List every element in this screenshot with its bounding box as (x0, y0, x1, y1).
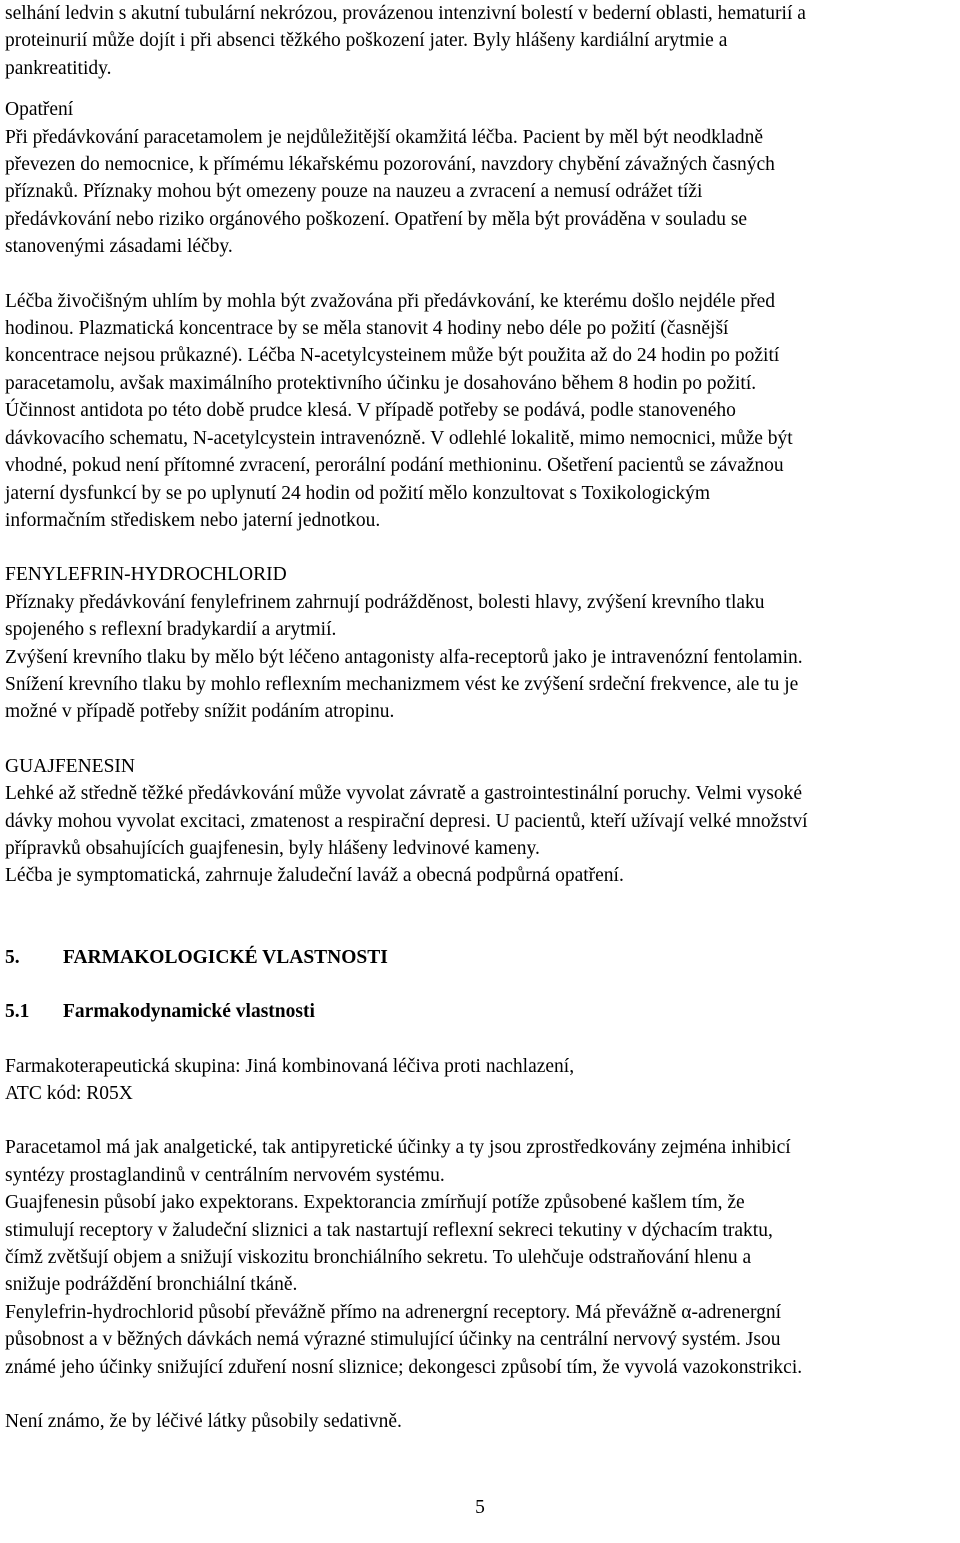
text-line: snižuje podráždění bronchiální tkáně. (5, 1274, 298, 1296)
section-number: 5.1 (5, 1001, 30, 1023)
farmakoterapeuticka-paragraph (5, 1053, 953, 1108)
text-line: paracetamolu, avšak maximálního protektivního účinku je dosahováno během 8 hodin po požití. (5, 372, 757, 394)
text-line: příznaků. Příznaky mohou být omezeny pouze na nauzeu a zvracení a nemusí odrážet tíži (5, 181, 703, 203)
section-heading: Opatření (5, 99, 74, 121)
lecba-paragraph (5, 288, 953, 535)
text-line: spojeného s reflexní bradykardií a arytmií. (5, 619, 337, 641)
text-line: ATC kód: R05X (5, 1083, 133, 1104)
text-line: Účinnost antidota po této době prudce klesá. V případě potřeby se podává, podle stanoveného (5, 400, 736, 422)
text-line: Zvýšení krevního tlaku by mělo být léčeno antagonisty alfa-receptorů jako je intravenózní fentolamin. (5, 646, 803, 668)
fenylefrin-section (5, 561, 953, 725)
text-line: pankreatitidy. (5, 57, 112, 79)
text-line: Příznaky předávkování fenylefrinem zahrnují podrážděnost, bolesti hlavy, zvýšení krevního tlaku (5, 591, 765, 613)
text-line: selhání ledvin s akutní tubulární nekrózou, provázenou intenzivní bolestí v bederní oblasti, hematurií a (5, 3, 806, 24)
section-5-1-heading (5, 998, 953, 1025)
text-line: jaterní dysfunkcí by se po uplynutí 24 hodin od požití mělo konzultovat s Toxikologickým (5, 482, 711, 504)
text-line: Lehké až středně těžké předávkování může vyvolat závratě a gastrointestinální poruchy. Velmi vysoké (5, 783, 803, 805)
page-number: 5 (475, 1497, 485, 1518)
text-line: stimulují receptory v žaludeční sliznici a tak nastartují reflexní sekreci tekutiny v dýchacím traktu, (5, 1219, 773, 1241)
intro-paragraph (5, 0, 953, 82)
text-line: přípravků obsahujících guajfenesin, byly hlášeny ledvinové kameny. (5, 837, 540, 859)
text-line: předávkování nebo riziko orgánového poškození. Opatření by měla být prováděna v souladu se (5, 208, 748, 230)
text-line: známé jeho účinky snižující zduření nosní sliznice; dekongesci způsobí tím, že vyvolá vazokonstrikci. (5, 1356, 803, 1378)
text-line: Není známo, že by léčivé látky působily sedativně. (5, 1411, 402, 1433)
guajfenesin-section (5, 753, 953, 890)
text-line: stanovenými zásadami léčby. (5, 236, 233, 258)
section-title: Farmakodynamické vlastnosti (63, 1001, 315, 1023)
document-page (5, 0, 953, 1435)
ucinky-paragraph (5, 1134, 953, 1381)
text-line: Při předávkování paracetamolem je nejdůležitější okamžitá léčba. Pacient by měl být neodkladně (5, 126, 764, 148)
text-line: dávky mohou vyvolat excitaci, zmatenost a respirační depresi. U pacientů, kteří užívají velké množství (5, 810, 808, 832)
text-line: Fenylefrin-hydrochlorid působí převážně přímo na adrenergní receptory. Má převážně α-adrenergní (5, 1301, 782, 1323)
text-line: Paracetamol má jak analgetické, tak antipyretické účinky a ty jsou zprostředkovány zejména inhibicí (5, 1137, 791, 1159)
text-line: Léčba je symptomatická, zahrnuje žaludeční laváž a obecná podpůrná opatření. (5, 865, 624, 887)
text-line: převezen do nemocnice, k přímému lékařskému pozorování, navzdory chybění závažných časných (5, 154, 775, 176)
text-line: proteinurií může dojít i při absenci těžkého poškození jater. Byly hlášeny kardiální arytmie a (5, 30, 728, 52)
text-line: možné v případě potřeby snížit podáním atropinu. (5, 701, 395, 723)
text-line: koncentrace nejsou průkazné). Léčba N-acetylcysteinem může být použita až do 24 hodin po požití (5, 345, 780, 367)
text-line: vhodné, pokud není přítomné zvracení, perorální podání methioninu. Ošetření pacientů se závažnou (5, 455, 784, 477)
opatreni-section (5, 96, 953, 260)
text-line: dávkovacího schematu, N-acetylcystein intravenózně. V odlehlé lokalitě, mimo nemocnici, může být (5, 427, 793, 449)
text-line: působnost a v běžných dávkách nemá výrazné stimulující účinky na centrální nervový systém. Jsou (5, 1329, 781, 1351)
text-line: hodinou. Plazmatická koncentrace by se měla stanovit 4 hodiny nebo déle po požití (časnější (5, 318, 729, 340)
section-5-heading (5, 944, 953, 971)
text-line: Léčba živočišným uhlím by mohla být zvažována při předávkování, ke kterému došlo nejdéle před (5, 290, 776, 312)
text-line: informačním střediskem nebo jaterní jednotkou. (5, 509, 381, 531)
section-heading: GUAJFENESIN (5, 755, 136, 777)
text-line: Farmakoterapeutická skupina: Jiná kombinovaná léčiva proti nachlazení, (5, 1055, 575, 1077)
text-line: Snížení krevního tlaku by mohlo reflexním mechanizmem vést ke zvýšení srdeční frekvence, ale tu je (5, 673, 799, 695)
text-line: čímž zvětšují objem a snižují viskozitu bronchiálního sekretu. To ulehčuje odstraňování hlenu a (5, 1247, 752, 1269)
text-line: syntézy prostaglandinů v centrálním nervovém systému. (5, 1164, 445, 1186)
section-number: 5. (5, 946, 20, 968)
section-title: FARMAKOLOGICKÉ VLASTNOSTI (63, 946, 388, 968)
section-heading: FENYLEFRIN-HYDROCHLORID (5, 564, 287, 586)
text-line: Guajfenesin působí jako expektorans. Expektorancia zmírňují potíže způsobené kašlem tím, že (5, 1192, 745, 1214)
sedativa-paragraph (5, 1408, 953, 1435)
